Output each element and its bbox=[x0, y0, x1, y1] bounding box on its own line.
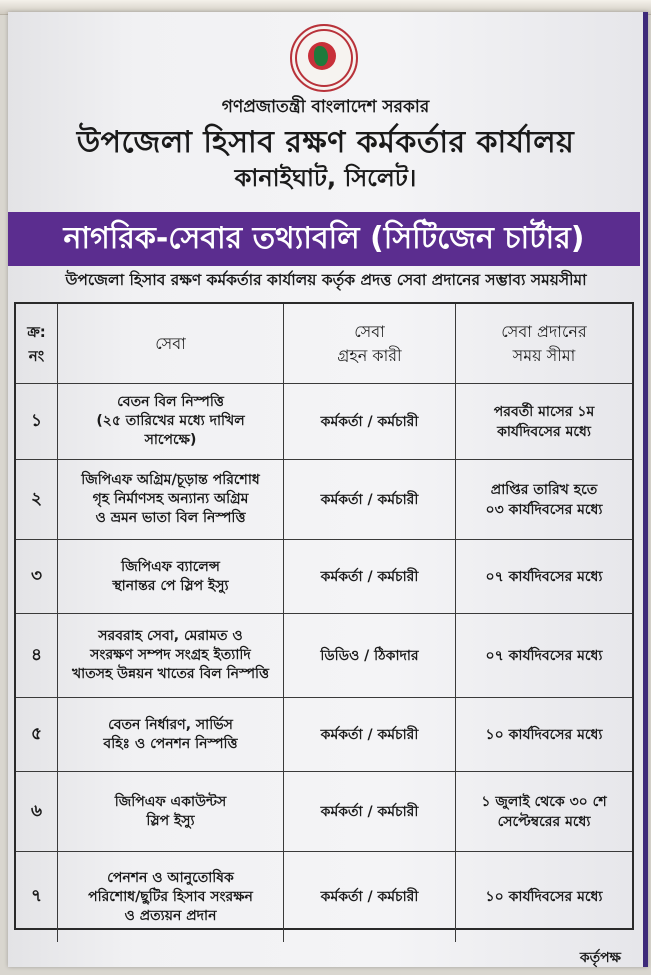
row-serial: ৩ bbox=[16, 540, 58, 613]
time-line: ০৭ কার্যদিবসের মধ্যে bbox=[485, 568, 603, 585]
row-service bbox=[58, 772, 284, 851]
office-location: কানাইঘাট, সিলেট। bbox=[234, 164, 417, 192]
service-line: সাপেক্ষে) bbox=[144, 432, 197, 448]
service-line: বেতন নির্ধারণ, সার্ভিস bbox=[108, 716, 233, 733]
service-line: বেতন বিল নিস্পত্তি bbox=[117, 394, 224, 410]
header-recipient-line2: গ্রহন কারী bbox=[337, 345, 402, 365]
row-recipient: কর্মকর্তা / কর্মচারী bbox=[284, 698, 456, 771]
table-row bbox=[16, 460, 632, 540]
table-row bbox=[16, 614, 632, 698]
row-serial: ৬ bbox=[16, 772, 58, 851]
header-serial-line1: ক্র: bbox=[27, 322, 46, 341]
time-line: ১০ কার্যদিবসের মধ্যে bbox=[485, 889, 603, 905]
header-time-limit bbox=[456, 304, 632, 383]
row-recipient: কর্মকর্তা / কর্মচারী bbox=[284, 384, 456, 459]
header-recipient bbox=[284, 304, 456, 383]
header-time-line1: সেবা প্রদানের bbox=[501, 321, 587, 341]
charter-subtitle: উপজেলা হিসাব রক্ষণ কর্মকর্তার কার্যালয় কর্তৃক প্রদত্ত সেবা প্রদানের সম্ভাব্য সময়সীমা bbox=[65, 271, 587, 289]
time-line: কার্যদিবসের মধ্যে bbox=[497, 423, 591, 440]
service-table bbox=[14, 302, 634, 930]
service-line: স্থানান্তর পে স্লিপ ইস্যু bbox=[112, 577, 229, 594]
row-serial: ৫ bbox=[16, 698, 58, 771]
table-row bbox=[16, 698, 632, 772]
service-line: স্লিপ ইস্যু bbox=[146, 812, 195, 829]
service-line: (২৫ তারিখের মধ্যে দাখিল bbox=[96, 413, 245, 429]
header-serial-line2: নং bbox=[28, 346, 45, 365]
charter-title: নাগরিক-সেবার তথ্যাবলি (সিটিজেন চার্টার) bbox=[8, 212, 640, 266]
row-serial: ২ bbox=[16, 460, 58, 539]
row-service bbox=[58, 540, 284, 613]
government-name: গণপ্রজাতন্ত্রী বাংলাদেশ সরকার bbox=[221, 97, 430, 117]
row-service bbox=[58, 698, 284, 771]
time-line: পরবর্তী মাসের ১ম bbox=[493, 403, 595, 420]
table-row bbox=[16, 852, 632, 942]
row-recipient: ডিডিও / ঠিকাদার bbox=[284, 614, 456, 697]
row-time-limit bbox=[456, 460, 632, 539]
header-recipient-line1: সেবা bbox=[354, 321, 385, 341]
time-line: ০৩ কার্যদিবসের মধ্যে bbox=[485, 501, 603, 518]
time-line: সেপ্টেম্বরের মধ্যে bbox=[497, 813, 591, 830]
time-line: ১ জুলাই থেকে ৩০ শে bbox=[481, 793, 607, 810]
row-service bbox=[58, 614, 284, 697]
office-name: উপজেলা হিসাব রক্ষণ কর্মকর্তার কার্যালয় bbox=[76, 125, 575, 160]
time-line: প্রাপ্তির তারিখ হতে bbox=[490, 481, 598, 498]
service-line: খাতসহ উন্নয়ন খাতের বিল নিস্পত্তি bbox=[71, 666, 270, 682]
service-line: বহিঃ ও পেনশন নিস্পত্তি bbox=[103, 735, 238, 752]
row-service bbox=[58, 852, 284, 942]
service-line: জিপিএফ ব্যালেন্স bbox=[121, 558, 220, 575]
row-recipient: কর্মকর্তা / কর্মচারী bbox=[284, 460, 456, 539]
row-recipient: কর্মকর্তা / কর্মচারী bbox=[284, 540, 456, 613]
service-line: পেনশন ও আনুতোষিক bbox=[107, 869, 234, 886]
header-service: সেবা bbox=[58, 304, 284, 383]
row-service bbox=[58, 460, 284, 539]
row-time-limit bbox=[456, 540, 632, 613]
service-line: জিপিএফ অগ্রিম/চূড়ান্ত পরিশোধ bbox=[81, 472, 260, 488]
service-line: সংরক্ষণ সম্পদ সংগ্রহ ইত্যাদি bbox=[90, 647, 251, 663]
header-time-line2: সময় সীমা bbox=[512, 345, 576, 365]
table-row bbox=[16, 384, 632, 460]
table-row bbox=[16, 772, 632, 852]
row-time-limit bbox=[456, 772, 632, 851]
header-serial bbox=[16, 304, 58, 383]
time-line: ১০ কার্যদিবসের মধ্যে bbox=[485, 726, 603, 743]
row-service bbox=[58, 384, 284, 459]
row-recipient: কর্মকর্তা / কর্মচারী bbox=[284, 852, 456, 942]
row-time-limit bbox=[456, 384, 632, 459]
row-time-limit bbox=[456, 852, 632, 942]
service-line: ও ভ্রমন ভাতা বিল নিস্পত্তি bbox=[95, 510, 246, 526]
service-line: পরিশোধ/ছুটির হিসাব সংরক্ষন bbox=[88, 888, 253, 905]
service-line: গৃহ নির্মাণসহ অন্যান্য অগ্রিম bbox=[92, 491, 249, 507]
row-serial: ১ bbox=[16, 384, 58, 459]
time-line: ০৭ কার্যদিবসের মধ্যে bbox=[485, 647, 603, 664]
table-row bbox=[16, 540, 632, 614]
service-line: সরবরাহ সেবা, মেরামত ও bbox=[98, 628, 243, 644]
bangladesh-map-icon bbox=[314, 46, 328, 66]
government-seal-icon bbox=[290, 24, 358, 92]
row-time-limit bbox=[456, 698, 632, 771]
table-header-row bbox=[16, 304, 632, 384]
row-serial: ৪ bbox=[16, 614, 58, 697]
authority-signature: কর্তৃপক্ষ bbox=[579, 950, 621, 966]
row-serial: ৭ bbox=[16, 852, 58, 942]
row-recipient: কর্মকর্তা / কর্মচারী bbox=[284, 772, 456, 851]
service-line: ও প্রত্যয়ন প্রদান bbox=[124, 907, 217, 924]
service-line: জিপিএফ একাউন্টস bbox=[114, 793, 227, 810]
row-time-limit bbox=[456, 614, 632, 697]
